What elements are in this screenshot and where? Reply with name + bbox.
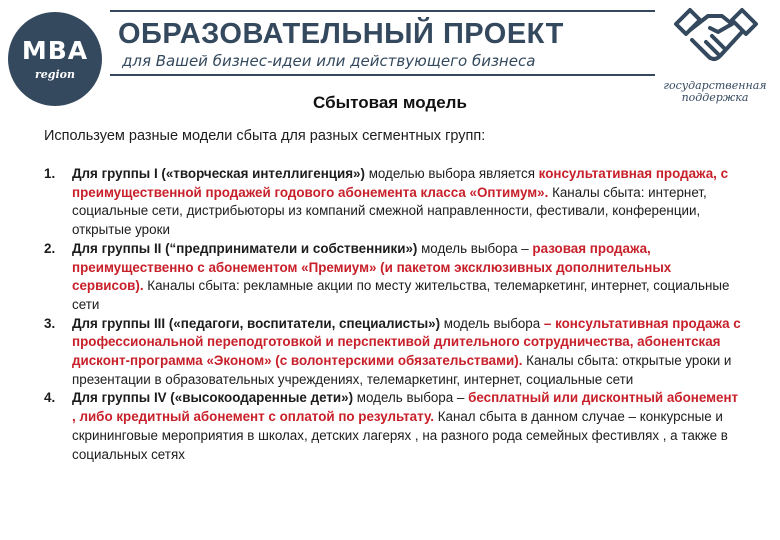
mba-region-logo: [8, 12, 102, 106]
segment-list: [44, 165, 744, 464]
item-number: 3.: [44, 315, 56, 331]
item-model: – консультативная продажа с профессиональной переподготовкой и перспективой длительного сотрудничества, абонентская дисконт-программа «Эконом» (с волонтерскими обязательствами).: [72, 315, 741, 369]
intro-text: Используем разные модели сбыта для разных сегментных групп:: [44, 128, 486, 144]
item-model: бесплатный или дисконтный абонемент , либо кредитный абонемент с оплатой по результату.: [72, 390, 739, 425]
item-number: 2.: [44, 240, 56, 256]
item-group: Для группы III («педагоги, воспитатели, специалисты»): [72, 315, 441, 331]
list-item: [44, 315, 744, 390]
list-item: [44, 165, 744, 240]
header-title: ОБРАЗОВАТЕЛЬНЫЙ ПРОЕКТ: [118, 18, 564, 50]
item-number: 4.: [44, 390, 56, 406]
item-group: Для группы II (“предприниматели и собственники»): [72, 240, 418, 256]
item-model: консультативная продажа, с преимущественной продажей годового абонемента класса «Оптимум».: [72, 166, 729, 200]
header-banner: [110, 10, 655, 76]
item-lead: модель выбора –: [417, 240, 533, 256]
header-subtitle: для Вашей бизнес-идеи или действующего бизнеса: [122, 52, 536, 70]
item-lead: моделью выбора является: [364, 166, 539, 181]
list-item: [44, 240, 744, 315]
logo-sub-text: region: [35, 68, 75, 81]
item-channels: Каналы сбыта: рекламные акции по месту жительства, телемаркетинг, интернет, социальные сети: [72, 278, 730, 312]
item-lead: модель выбора –: [353, 390, 469, 406]
logo-main-text: MBA: [21, 36, 89, 65]
gov-support-line2: поддержка: [681, 91, 749, 104]
item-channels: Каналы сбыта: интернет, социальные сети, дистрибьюторы из компаний смежной направленности, фестивали, конференции, открытые уроки: [72, 184, 707, 238]
handshake-icon: [670, 2, 762, 80]
gov-support-line1: государственная: [663, 79, 767, 92]
item-number: 1.: [44, 166, 56, 181]
item-lead: модель выбора: [440, 315, 544, 331]
item-group: Для группы IV («высокоодаренные дети»): [72, 390, 354, 406]
list-item: [44, 389, 744, 464]
slide-title: Сбытовая модель: [313, 93, 467, 112]
item-channels: Каналы сбыта: открытые уроки и презентации в образовательных учреждениях, телемаркетинг, интернет, социальные сети: [72, 353, 732, 387]
item-channels: Канал сбыта в данном случае – конкурсные и скрининговые мероприятия в школах, детских лагерях , на разного рода семейных фестивлях , а также в социальных сетях: [72, 409, 728, 462]
item-model: разовая продажа, преимущественно с абонементом «Премиум» (и пакетом эксклюзивных дополнительных сервисов).: [72, 240, 672, 294]
item-group: Для группы I («творческая интеллигенция»): [72, 166, 365, 181]
